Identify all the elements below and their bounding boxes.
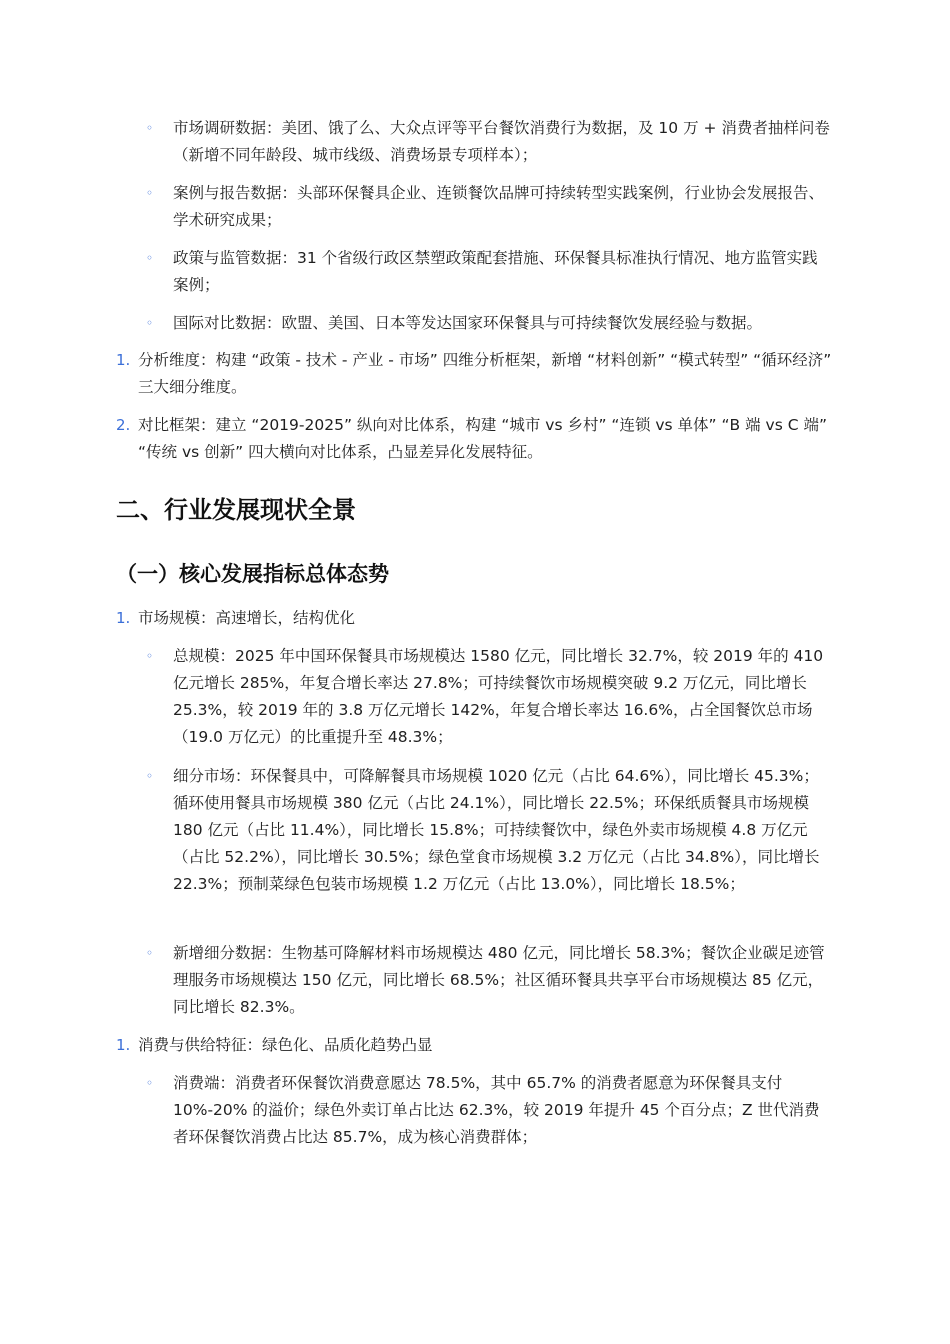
bullet-icon: ◦: [146, 946, 154, 960]
list-item: [146, 940, 833, 1021]
list-number: 1.: [116, 351, 131, 369]
list-number: 1.: [116, 609, 131, 627]
list-item: [146, 310, 863, 337]
list-item-text: 国际对比数据：欧盟、美国、日本等发达国家环保餐具与可持续餐饮发展经验与数据。: [173, 314, 763, 332]
list-item-text: 消费端：消费者环保餐饮消费意愿达 78.5%，其中 65.7% 的消费者愿意为环保餐具支付 10%-20% 的溢价；绿色外卖订单占比达 62.3%，较 2019 年提升 45 个百分点；Z 世代消费者环保餐饮消费占比达 85.7%，成为核心消费群体；: [173, 1074, 820, 1146]
list-item: [146, 180, 833, 234]
bullet-icon: ◦: [146, 1076, 154, 1090]
list-item: [146, 245, 833, 299]
list-item: [146, 643, 833, 751]
list-item-text: 新增细分数据：生物基可降解材料市场规模达 480 亿元，同比增长 58.3%；餐饮企业碳足迹管理服务市场规模达 150 亿元，同比增长 68.5%；社区循环餐具共享平台市场规模达 85 亿元，同比增长 82.3%。: [173, 944, 825, 1016]
list-item-text: 总规模：2025 年中国环保餐具市场规模达 1580 亿元，同比增长 32.7%，较 2019 年的 410 亿元增长 285%，年复合增长率达 27.8%；可持续餐饮市场规模突破 9.2 万亿元，同比增长 25.3%，较 2019 年的 3.8 万亿元增长 142%，年复合增长率达 16.6%，占全国餐饮总市场（19.0 万亿元）的比重提升至 48.3%；: [173, 647, 824, 746]
bullet-icon: ◦: [146, 649, 154, 663]
list-item-text: 细分市场：环保餐具中，可降解餐具市场规模 1020 亿元（占比 64.6%），同比增长 45.3%；循环使用餐具市场规模 380 亿元（占比 24.1%），同比增长 22.5%；环保纸质餐具市场规模 180 亿元（占比 11.4%），同比增长 15.8%；可持续餐饮中，绿色外卖市场规模 4.8 万亿元（占比 52.2%），同比增长 30.5%；绿色堂食市场规模 3.2 万亿元（占比 34.8%），同比增长 22.3%；预制菜绿色包装市场规模 1.2 万亿元（占比 13.0%），同比增长 18.5%；: [173, 767, 820, 893]
list-item-text: 政策与监管数据：31 个省级行政区禁塑政策配套措施、环保餐具标准执行情况、地方监管实践案例；: [173, 249, 818, 294]
section-heading: 二、行业发展现状全景: [116, 496, 356, 524]
list-item-text: 案例与报告数据：头部环保餐具企业、连锁餐饮品牌可持续转型实践案例，行业协会发展报告、学术研究成果；: [173, 184, 825, 229]
bullet-icon: ◦: [146, 251, 154, 265]
list-item: [146, 1070, 833, 1151]
bullet-icon: ◦: [146, 186, 154, 200]
list-item: [146, 763, 833, 898]
numbered-item-text: 对比框架：建立 “2019-2025” 纵向对比体系，构建 “城市 vs 乡村” “连锁 vs 单体” “B 端 vs C 端” “传统 vs 创新” 四大横向对比体系，凸显差异化发展特征。: [138, 416, 827, 461]
numbered-item-analysis-dimension: [116, 347, 838, 401]
list-number: 1.: [116, 1036, 131, 1054]
numbered-item-text: 市场规模：高速增长，结构优化: [138, 609, 356, 627]
bullet-icon: ◦: [146, 769, 154, 783]
numbered-item-market-scale: [116, 605, 838, 632]
numbered-item-consumption-supply: [116, 1032, 838, 1059]
numbered-item-comparison-framework: [116, 412, 838, 466]
list-item: [146, 115, 833, 169]
bullet-icon: ◦: [146, 121, 154, 135]
subsection-heading: （一）核心发展指标总体态势: [116, 562, 389, 586]
list-number: 2.: [116, 416, 131, 434]
list-item-text: 市场调研数据：美团、饿了么、大众点评等平台餐饮消费行为数据，及 10 万 + 消费者抽样问卷（新增不同年龄段、城市线级、消费场景专项样本）；: [173, 119, 830, 164]
numbered-item-text: 消费与供给特征：绿色化、品质化趋势凸显: [138, 1036, 433, 1054]
bullet-icon: ◦: [146, 316, 154, 330]
numbered-item-text: 分析维度：构建 “政策 - 技术 - 产业 - 市场” 四维分析框架，新增 “材料创新” “模式转型” “循环经济” 三大细分维度。: [138, 351, 832, 396]
